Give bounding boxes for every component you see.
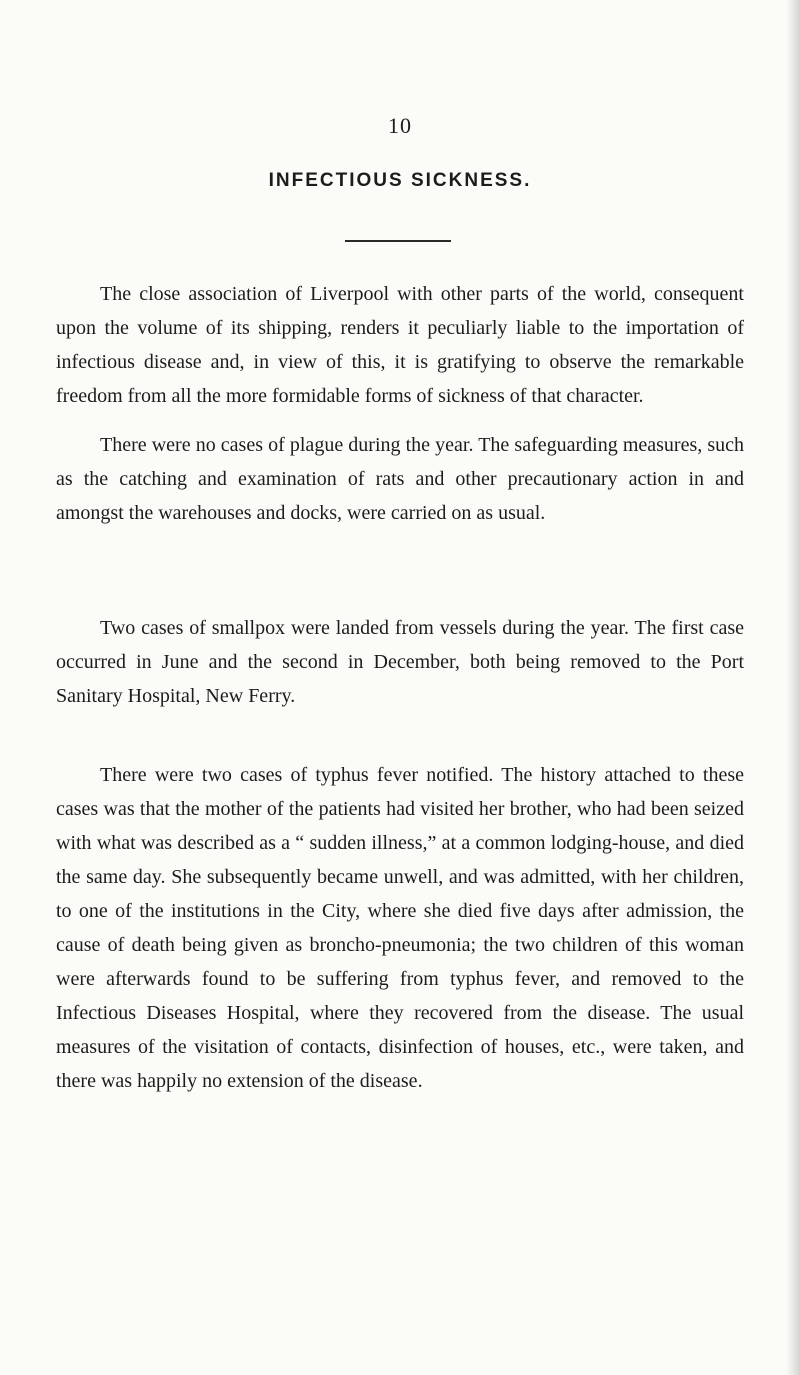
paragraph-plague: There were no cases of plague during the year. The safeguarding measures, such as the catching and examination of rats and other precautionary action in and amongst the warehouses and docks, were carried on as usual.: [56, 434, 744, 524]
section-heading: INFECTIOUS SICKNESS.: [268, 170, 532, 191]
page-number: 10: [388, 113, 412, 138]
paragraph-typhus: There were two cases of typhus fever notified. The history attached to these cases was that the mother of the patients had visited her brother, who had been seized with what was described as a “ sudden illness,” at a common lodging-house, and died the same day. She subsequently became unwell, and was admitted, with her children, to one of the institutions in the City, where she died five days after admission, the cause of death being given as broncho-pneumonia; the two children of this woman were afterwards found to be suffering from typhus fever, and removed to the Infectious Diseases Hospital, where they recovered from the disease. The usual measures of the visitation of contacts, disinfection of houses, etc., were taken, and there was happily no extension of the disease.: [56, 764, 744, 1092]
paragraph-liverpool-association: The close association of Liverpool with other parts of the world, consequent upon the volume of its shipping, renders it peculiarly liable to the importation of infectious disease and, in view of this, it is gratifying to observe the remarkable freedom from all the more formidable forms of sickness of that character.: [56, 283, 744, 407]
heading-divider: [345, 240, 451, 242]
page-edge-shadow: [786, 0, 800, 1375]
paragraph-smallpox: Two cases of smallpox were landed from vessels during the year. The first case occurred in June and the second in December, both being removed to the Port Sanitary Hospital, New Ferry.: [56, 617, 744, 707]
